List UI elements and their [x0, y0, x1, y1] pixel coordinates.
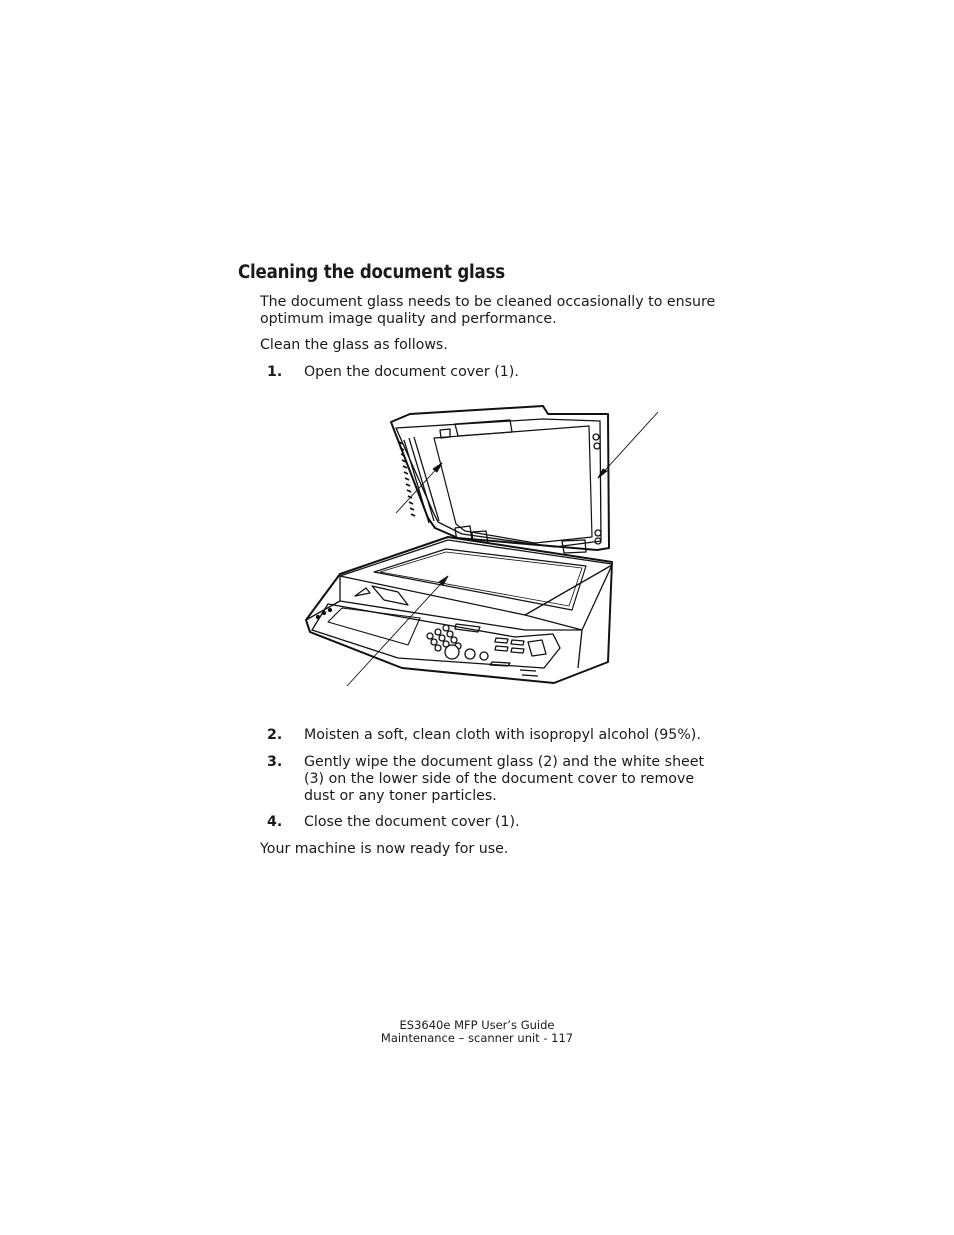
scanner-base — [306, 537, 612, 683]
document-cover — [391, 406, 609, 553]
step-number: 4. — [267, 814, 283, 830]
step-number: 1. — [267, 364, 283, 380]
step-number: 3. — [267, 754, 283, 770]
step-text: Close the document cover (1). — [304, 814, 520, 830]
closing-paragraph: Your machine is now ready for use. — [260, 841, 509, 857]
step-text: Moisten a soft, clean cloth with isopropyl alcohol (95%). — [304, 727, 701, 743]
intro-paragraph: The document glass needs to be cleaned occasionally to ensure optimum image quality and performance. — [260, 294, 716, 327]
footer-guide-title: ES3640e MFP User’s Guide — [399, 1018, 555, 1032]
section-title: Cleaning the document glass — [238, 262, 505, 283]
step-number: 2. — [267, 727, 283, 743]
lead-paragraph: Clean the glass as follows. — [260, 337, 448, 353]
step-text: Open the document cover (1). — [304, 364, 519, 380]
footer-page-info: Maintenance – scanner unit - 117 — [380, 1031, 574, 1045]
scanner-illustration — [300, 400, 665, 692]
step-text: Gently wipe the document glass (2) and the white sheet (3) on the lower side of the document cover to remove dust or any toner particles. — [304, 754, 705, 804]
